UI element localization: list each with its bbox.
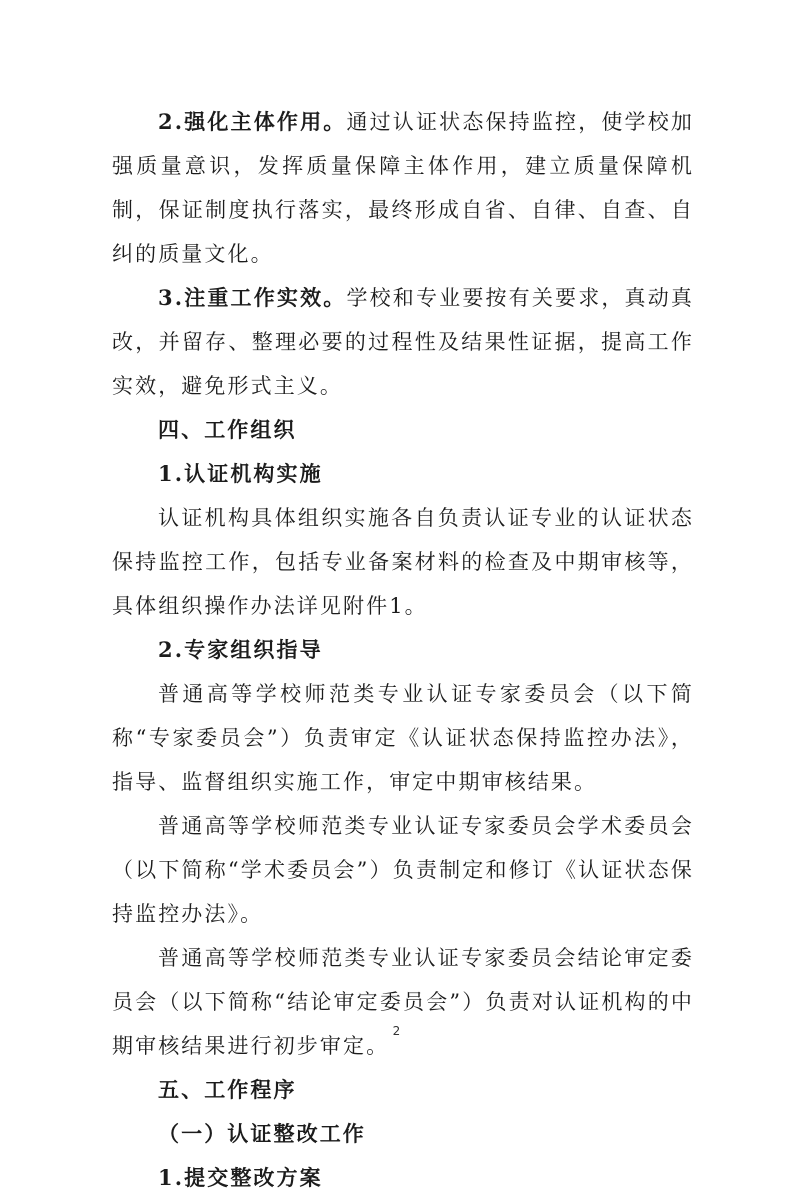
- section-heading: 四、工作组织: [158, 417, 297, 442]
- paragraph-text: 通过认证状态保持监控，使学校加强质量意识，发挥质量保障主体作用，建立质量保障机制，保证制度执行落实，最终形成自省、自律、自查、自纠的质量文化。: [112, 110, 694, 266]
- paragraph-text: 学校和专业要按有关要求，真动真改，并留存、整理必要的过程性及结果性证据，提高工作实效，避免形式主义。: [112, 286, 694, 398]
- page-number: 2: [392, 1024, 401, 1038]
- paragraph-lead: 3.注重工作实效。: [158, 285, 347, 310]
- paragraph: 普通高等学校师范类专业认证专家委员会（以下简称“专家委员会”）负责审定《认证状态保持监控办法》，指导、监督组织实施工作，审定中期审核结果。: [112, 682, 694, 794]
- subsection-heading: 2.专家组织指导: [158, 637, 323, 662]
- subsection-heading: 1.提交整改方案: [158, 1165, 323, 1190]
- paragraph: 认证机构具体组织实施各自负责认证专业的认证状态保持监控工作，包括专业备案材料的检查及中期审核等，具体组织操作办法详见附件1。: [112, 506, 694, 618]
- paragraph: [112, 100, 694, 276]
- paragraph: 普通高等学校师范类专业认证专家委员会结论审定委员会（以下简称“结论审定委员会”）负责对认证机构的中期审核结果进行初步审定。: [112, 946, 694, 1058]
- subsection-heading: 1.认证机构实施: [158, 461, 323, 486]
- section-heading: 五、工作程序: [158, 1077, 297, 1102]
- paragraph: 普通高等学校师范类专业认证专家委员会学术委员会（以下简称“学术委员会”）负责制定和修订《认证状态保持监控办法》。: [112, 814, 694, 926]
- paragraph-lead: 2.强化主体作用。: [158, 109, 347, 134]
- subsection-heading: （一）认证整改工作: [158, 1121, 366, 1146]
- paragraph: [112, 276, 694, 408]
